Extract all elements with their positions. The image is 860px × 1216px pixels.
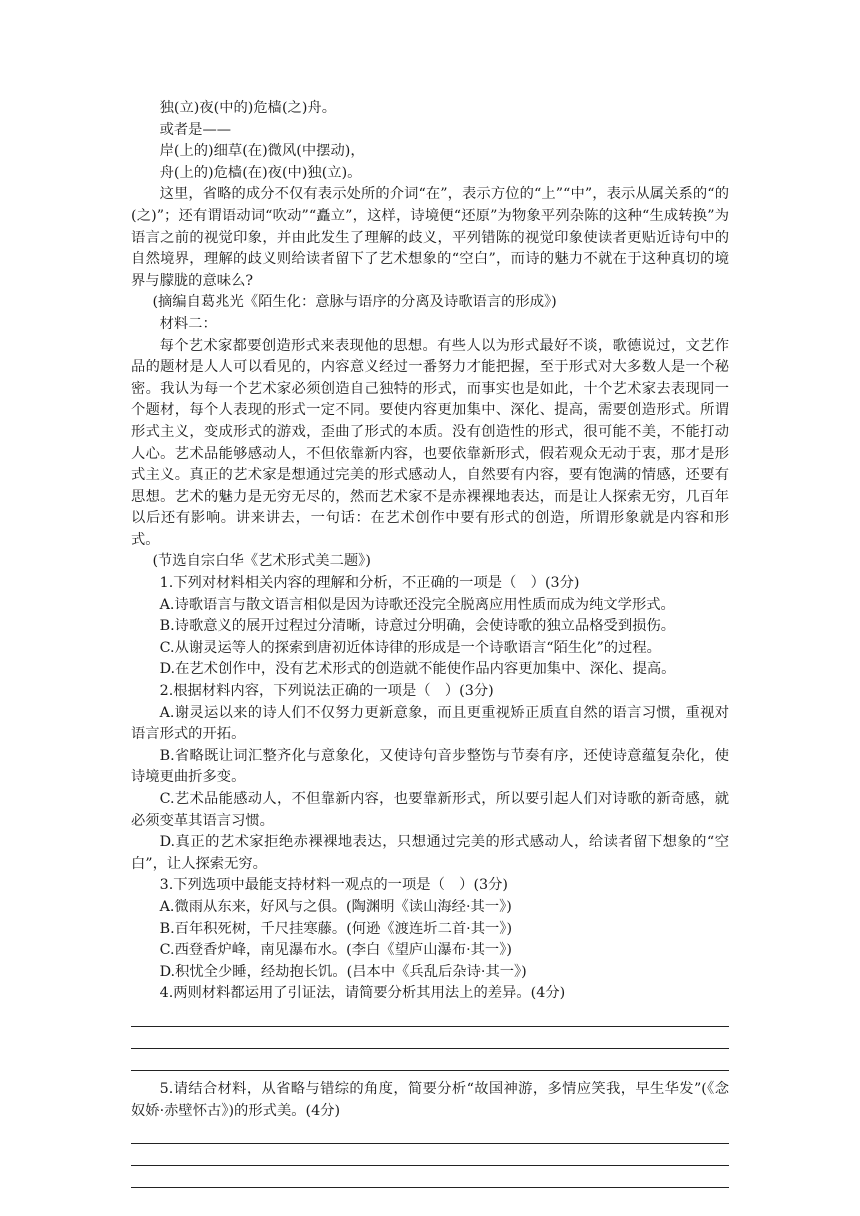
answer-line[interactable] (131, 1166, 729, 1188)
material1-source: (摘编自葛兆光《陌生化：意脉与语序的分离及诗歌语言的形成》) (152, 294, 557, 311)
poem-line: 独(立)夜(中的)危樯(之)舟。 (159, 100, 337, 116)
answer-line[interactable] (131, 1144, 729, 1166)
question-3-option-b[interactable]: B.百年积死树，千尺挂寒藤。(何逊《渡连圻二首·其一》) (159, 920, 513, 937)
question-1-option-b[interactable]: B.诗歌意义的展开过程过分清晰，诗意过分明确，会使诗歌的独立品格受到损伤。 (159, 618, 676, 635)
answer-line[interactable] (131, 1005, 729, 1027)
answer-line[interactable] (131, 1049, 729, 1071)
question-2-stem: 2.根据材料内容，下列说法正确的一项是（ ）(3分) (159, 683, 494, 700)
material2-paragraph: 每个艺术家都要创造形式来表现他的思想。有些人以为形式最好不谈，歌德说过，文艺作品的题材是人人可以看见的，内容意义经过一番努力才能把握，至于形式对大多数人是一个秘密。我认为每一个艺术家必须创造自己独特的形式，而事实也是如此，十个艺术家去表现同一个题材，每个人表现的形式一定不同。要使内容更加集中、深化、提高，需要创造形式。所谓形式主义，变成形式的游戏，歪曲了形式的本质。没有创造性的形式，很可能不美，不能打动人心。艺术品能够感动人，不但依靠新内容，也要依靠新形式，假若观众无动于衷，那才是形式主义。真正的艺术家是想通过完美的形式感动人，自然要有内容，要有饱满的情感，还要有思想。艺术的魅力是无穷无尽的，然而艺术家不是赤裸裸地表达，而是让人探索无穷，几百年以后还有影响。讲来讲去，一句话：在艺术创作中要有形式的创造，所谓形象就是内容和形式。 (131, 337, 729, 548)
question-3-option-a[interactable]: A.微雨从东来，好风与之俱。(陶渊明《读山海经·其一》) (159, 898, 512, 915)
question-1-option-d[interactable]: D.在艺术创作中，没有艺术形式的创造就不能使作品内容更加集中、深化、提高。 (159, 661, 676, 678)
document-page (131, 98, 729, 1188)
question-3-stem: 3.下列选项中最能支持材料一观点的一项是（ ）(3分) (159, 877, 509, 894)
question-5-stem: 5.请结合材料，从省略与错综的角度，简要分析“故国神游，多情应笑我，早生华发”(《念奴娇·赤壁怀古》)的形式美。(4分) (131, 1080, 729, 1119)
spacer (131, 1071, 729, 1079)
question-3-option-d[interactable]: D.积忧全少睡，经劫抱长饥。(吕本中《兵乱后杂诗·其一》) (159, 963, 527, 980)
poem-line: 或者是—— (159, 121, 232, 138)
question-2-option-a[interactable]: A.谢灵运以来的诗人们不仅努力更新意象，而且更重视矫正质直自然的语言习惯，重视对语言形式的开拓。 (131, 704, 729, 743)
poem-line: 舟(上的)危樯(在)夜(中)独(立)。 (159, 164, 362, 181)
question-4-stem: 4.两则材料都运用了引证法，请简要分析其用法上的差异。(4分) (159, 985, 566, 1002)
question-1-option-a[interactable]: A.诗歌语言与散文语言相似是因为诗歌还没完全脱离应用性质而成为纯文学形式。 (159, 596, 675, 613)
question-2-option-d[interactable]: D.真正的艺术家拒绝赤裸裸地表达，只想通过完美的形式感动人，给读者留下想象的“空白”，让人探索无穷。 (131, 834, 729, 872)
question-1-stem: 1.下列对材料相关内容的理解和分析，不正确的一项是（ ）(3分) (159, 575, 580, 592)
question-3-option-c[interactable]: C.西登香炉峰，南见瀑布水。(李白《望庐山瀑布·其一》) (159, 942, 512, 959)
material1-paragraph: 这里，省略的成分不仅有表示处所的介词“在”，表示方位的“上”“中”，表示从属关系的“的(之)”；还有谓语动词“吹动”“矗立”，这样，诗境便“还原”为物象平列杂陈的这种“生成转换”为语言之前的视觉印象，并由此发生了理解的歧义，平列错陈的视觉印象使读者更贴近诗句中的自然境界，理解的歧义则给读者留下了艺术想象的“空白”，而诗的魅力不就在于这种真切的境界与朦胧的意味么? (131, 186, 729, 289)
material2-label: 材料二： (159, 315, 217, 332)
poem-line: 岸(上的)细草(在)微风(中摆动)， (159, 143, 365, 160)
material2-source: (节选自宗白华《艺术形式美二题》) (152, 553, 371, 570)
question-2-option-c[interactable]: C.艺术品能感动人，不但靠新内容，也要靠新形式，所以要引起人们对诗歌的新奇感，就必须变革其语言习惯。 (131, 791, 729, 829)
answer-line[interactable] (131, 1027, 729, 1049)
question-1-option-c[interactable]: C.从谢灵运等人的探索到唐初近体诗律的形成是一个诗歌语言“陌生化”的过程。 (159, 639, 661, 656)
question-2-option-b[interactable]: B.省略既让词汇整齐化与意象化，又使诗句音步整饬与节奏有序，还使诗意蕴复杂化，使诗境更曲折多变。 (131, 747, 729, 786)
answer-line[interactable] (131, 1122, 729, 1144)
